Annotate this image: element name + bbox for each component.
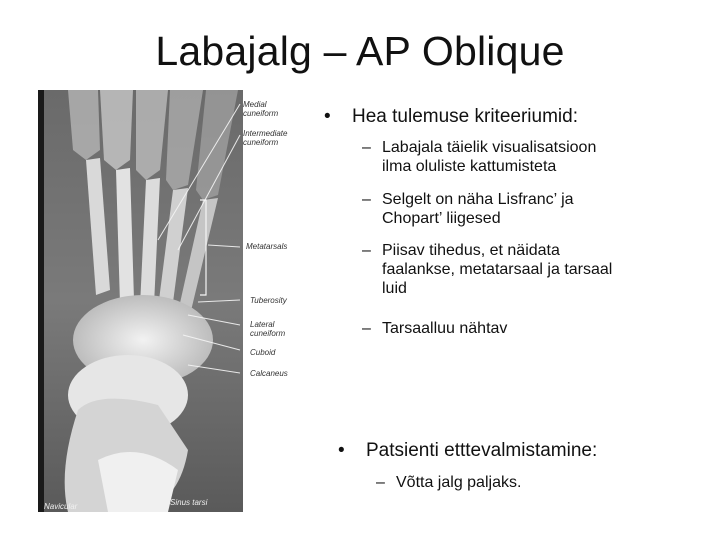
- bullet-dot: •: [324, 106, 331, 127]
- label-cuboid: Cuboid: [250, 348, 276, 357]
- slide-title: Labajalg – AP Oblique: [155, 28, 565, 74]
- foot-xray-image: [38, 90, 296, 512]
- label-navicular: Navicular: [44, 502, 78, 511]
- criteria-heading: • Hea tulemuse kriteeriumid:: [324, 106, 578, 127]
- label-talus: Talus: [110, 500, 129, 509]
- criteria-item: – Piisav tihedus, et näidata faalankse, metatarsaal ja tarsaal luid: [362, 242, 613, 297]
- label-calcaneus: Calcaneus: [250, 369, 288, 378]
- criteria-item: – Tarsaalluu nähtav: [362, 320, 508, 337]
- label-intermediate-cuneiform: Intermediate cuneiform: [243, 129, 288, 147]
- preparation-item: – Võtta jalg paljaks.: [376, 474, 522, 491]
- bullet-dot: •: [338, 440, 345, 461]
- preparation-heading: • Patsienti etttevalmistamine:: [338, 440, 598, 461]
- criteria-item: – Selgelt on näha Lisfranc’ ja Chopart’ liigesed: [362, 191, 574, 227]
- label-medial-cuneiform: Medial cuneiform: [243, 100, 279, 118]
- label-tuberosity: Tuberosity: [250, 296, 287, 305]
- label-metatarsals: Metatarsals: [246, 242, 288, 251]
- label-lateral-cuneiform: Lateral cuneiform: [250, 320, 286, 338]
- label-sinus-tarsi: Sinus tarsi: [170, 498, 208, 507]
- criteria-item: – Labajala täielik visualisatsioon ilma oluliste kattumisteta: [362, 139, 597, 175]
